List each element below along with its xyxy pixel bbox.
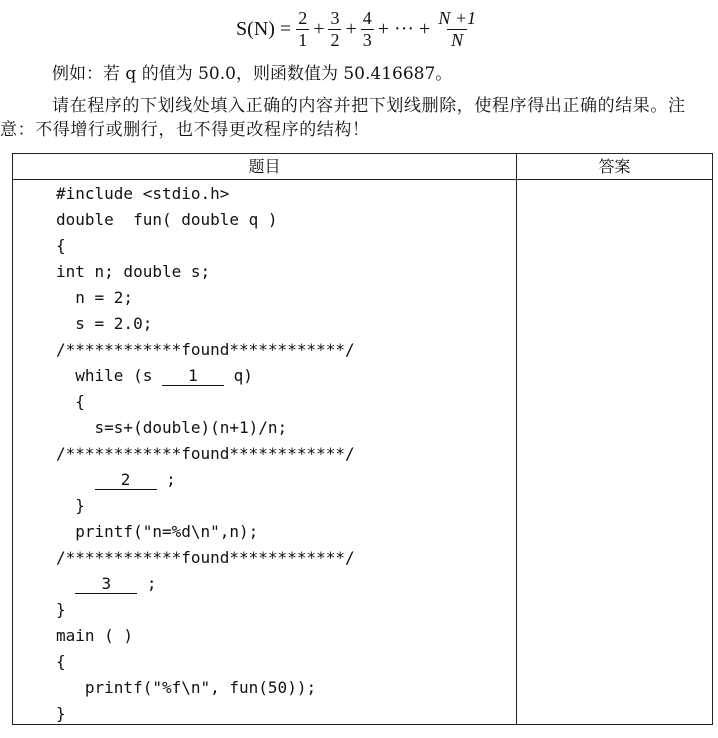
- formula: [0, 2, 718, 56]
- code-line: s=s+(double)(n+1)/n;: [56, 418, 288, 437]
- code-line: /************found************/: [56, 548, 355, 567]
- fill-in-blank-1[interactable]: 1: [162, 367, 224, 386]
- code-line: n = 2;: [56, 288, 134, 307]
- code-line: main ( ): [56, 626, 134, 645]
- term-2-denominator: 2: [330, 29, 340, 50]
- example-text: 例如：若 q 的值为 50.0，则函数值为 50.416687。: [52, 64, 453, 84]
- code-text: [56, 574, 75, 593]
- code-line: [56, 571, 511, 597]
- fill-in-blank-2[interactable]: 2: [95, 471, 157, 490]
- header-answer: 答案: [598, 157, 631, 176]
- formula-ellipsis: + ··· +: [377, 17, 431, 40]
- code-line: [56, 363, 511, 389]
- instruction-text: 请在程序的下划线处填入正确的内容并把下划线删除，使程序得出正确的结果。注意：不得增行或删行，也不得更改程序的结构！: [0, 96, 686, 140]
- formula-term-3: [361, 8, 374, 51]
- code-line: }: [56, 496, 85, 515]
- code-text: [56, 470, 95, 489]
- code-listing: [56, 181, 511, 727]
- code-text: while (s: [56, 366, 162, 385]
- plus-sign: +: [345, 17, 357, 40]
- formula-term-1: [296, 8, 309, 51]
- last-term-numerator: N +1: [438, 7, 476, 28]
- code-line: {: [56, 392, 85, 411]
- question-table: [12, 153, 713, 725]
- term-2-numerator: 3: [330, 7, 340, 28]
- plus-sign: +: [313, 17, 325, 40]
- code-line: }: [56, 600, 66, 619]
- formula-term-2: [328, 8, 341, 51]
- code-line: #include <stdio.h>: [56, 184, 230, 203]
- answer-cell[interactable]: [517, 180, 712, 724]
- header-question: 题目: [248, 157, 281, 176]
- term-3-denominator: 3: [362, 29, 372, 50]
- code-line: }: [56, 704, 66, 723]
- code-text: ;: [156, 470, 176, 489]
- code-line: {: [56, 652, 66, 671]
- code-line: [56, 467, 511, 493]
- code-line: int n; double s;: [56, 262, 211, 281]
- code-line: /************found************/: [56, 444, 355, 463]
- fill-in-blank-3[interactable]: 3: [75, 575, 137, 594]
- code-line: double fun( double q ): [56, 210, 278, 229]
- code-text: q): [223, 366, 253, 385]
- code-line: s = 2.0;: [56, 314, 153, 333]
- code-text: ;: [137, 574, 157, 593]
- code-line: printf("%f\n", fun(50));: [56, 678, 317, 697]
- code-line: /************found************/: [56, 340, 355, 359]
- code-line: printf("n=%d\n",n);: [56, 522, 259, 541]
- last-term-denominator: N: [447, 29, 467, 51]
- table-header: [13, 154, 712, 180]
- term-1-denominator: 1: [298, 29, 308, 50]
- term-1-numerator: 2: [298, 7, 308, 28]
- code-line: {: [56, 236, 66, 255]
- term-3-numerator: 4: [362, 7, 372, 28]
- formula-lhs: S(N) =: [236, 17, 292, 40]
- formula-last-term: [434, 8, 480, 51]
